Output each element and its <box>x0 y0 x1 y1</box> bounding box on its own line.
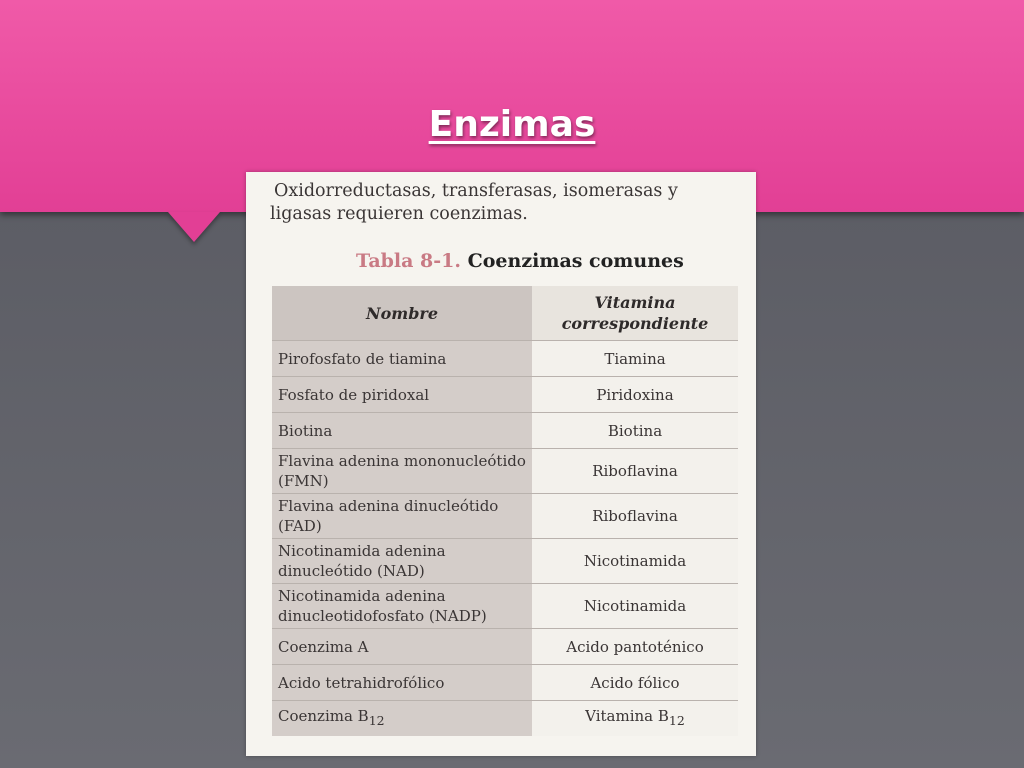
vitamin-name: Nicotinamida <box>532 539 738 584</box>
table-caption-text: Coenzimas comunes <box>461 250 684 272</box>
coenzyme-name: Nicotinamida adenina dinucleótido (NAD) <box>272 539 532 584</box>
intro-line-1: Oxidorreductasas, transferasas, isomerasas y <box>274 181 678 201</box>
table-caption-number: Tabla 8-1. <box>356 250 462 272</box>
intro-text <box>270 180 746 226</box>
vitamin-name: Biotina <box>532 413 738 449</box>
table-row <box>272 341 738 377</box>
table-row <box>272 539 738 584</box>
header-vitamin <box>532 286 738 341</box>
coenzyme-name: Pirofosfato de tiamina <box>272 341 532 377</box>
table-header-row <box>272 286 738 341</box>
table-row <box>272 494 738 539</box>
coenzyme-name: Biotina <box>272 413 532 449</box>
coenzyme-name-subscript: 12 <box>368 713 385 728</box>
coenzyme-name: Coenzima A <box>272 629 532 665</box>
header-vitamin-line-2: correspondiente <box>561 314 709 333</box>
table-row <box>272 584 738 629</box>
vitamin-name: Piridoxina <box>532 377 738 413</box>
table-row <box>272 665 738 701</box>
vitamin-name <box>532 701 738 737</box>
vitamin-name: Nicotinamida <box>532 584 738 629</box>
coenzyme-name: Flavina adenina dinucleótido (FAD) <box>272 494 532 539</box>
header-name: Nombre <box>272 286 532 341</box>
coenzyme-name: Acido tetrahidrofólico <box>272 665 532 701</box>
coenzyme-name: Flavina adenina mononucleótido (FMN) <box>272 449 532 494</box>
slide-title: Enzimas <box>428 104 596 145</box>
vitamin-name: Acido fólico <box>532 665 738 701</box>
coenzyme-name <box>272 701 532 737</box>
table-row <box>272 449 738 494</box>
scanned-textbook-image <box>246 172 756 756</box>
coenzyme-name-text: Coenzima B <box>278 707 369 725</box>
table-row <box>272 377 738 413</box>
vitamin-name: Acido pantoténico <box>532 629 738 665</box>
vitamin-name: Riboflavina <box>532 494 738 539</box>
table-row <box>272 701 738 737</box>
table-row <box>272 413 738 449</box>
intro-line-2: ligasas requieren coenzimas. <box>270 204 528 224</box>
vitamin-name-text: Vitamina B <box>585 707 669 725</box>
table-row <box>272 629 738 665</box>
table-caption <box>356 250 684 272</box>
vitamin-name: Tiamina <box>532 341 738 377</box>
header-vitamin-line-1: Vitamina <box>594 293 676 312</box>
coenzyme-name: Fosfato de piridoxal <box>272 377 532 413</box>
banner-pointer <box>168 212 220 242</box>
coenzyme-name: Nicotinamida adenina dinucleotidofosfato (NADP) <box>272 584 532 629</box>
coenzymes-table <box>272 286 738 736</box>
vitamin-name: Riboflavina <box>532 449 738 494</box>
vitamin-name-subscript: 12 <box>668 713 685 728</box>
